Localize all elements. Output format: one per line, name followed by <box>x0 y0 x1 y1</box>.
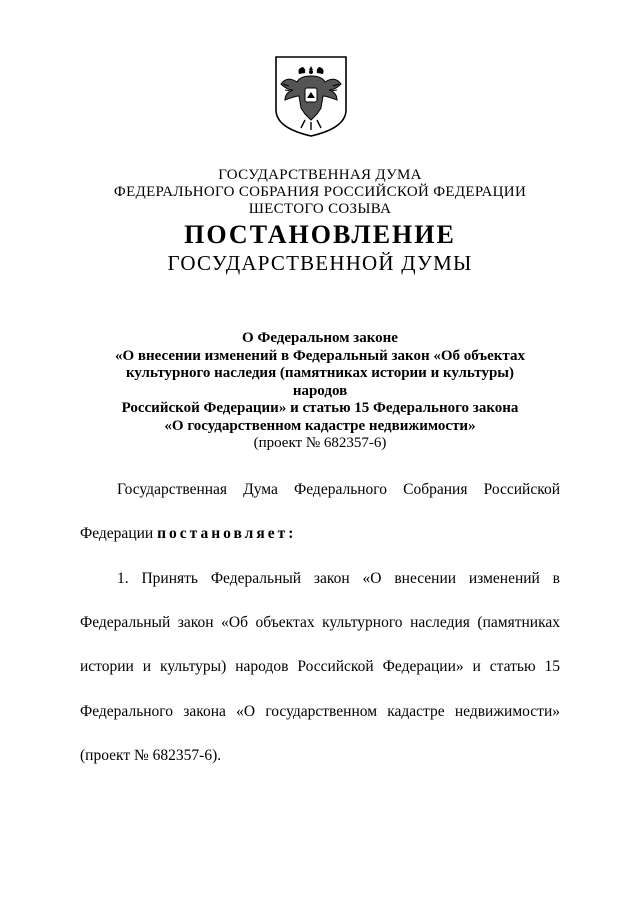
item-1-line: Федерального закона «О государственном кадастре недвижимости» <box>80 703 560 720</box>
subject-line: «О внесении изменений в Федеральный закон «Об объектах <box>114 347 525 364</box>
intro-text-line <box>80 525 560 543</box>
org-name-line1: ГОСУДАРСТВЕННАЯ ДУМА <box>218 167 422 183</box>
org-name-line2: ФЕДЕРАЛЬНОГО СОБРАНИЯ РОССИЙСКОЙ ФЕДЕРАЦИИ <box>113 184 527 200</box>
item-1-line: 1. Принять Федеральный закон «О внесении изменений в <box>117 570 560 587</box>
item-1-line: (проект № 682357-6). <box>80 747 222 764</box>
subject-line: Российской Федерации» и статью 15 Федерального закона <box>121 400 519 416</box>
item-1-line: истории и культуры) народов Российской Федерации» и статью 15 <box>80 658 560 675</box>
russian-coat-of-arms-icon <box>273 54 349 138</box>
project-number: (проект № 682357-6) <box>253 435 387 451</box>
document-subject <box>100 330 540 453</box>
subject-line: О Федеральном законе <box>242 330 398 346</box>
intro-prefix: Федерации <box>80 525 154 542</box>
document-title: ПОСТАНОВЛЕНИЕ <box>184 220 456 249</box>
org-convocation: ШЕСТОГО СОЗЫВА <box>248 201 392 217</box>
subject-line: культурного наследия (памятниках истории и культуры) народов <box>125 365 515 399</box>
document-subtitle: ГОСУДАРСТВЕННОЙ ДУМЫ <box>167 251 473 275</box>
resolves-keyword: постановляет: <box>157 525 297 542</box>
subject-line: «О государственном кадастре недвижимости» <box>164 417 476 434</box>
item-1-line: Федеральный закон «Об объектах культурного наследия (памятниках <box>80 614 560 631</box>
intro-text-line: Государственная Дума Федерального Собрания Российской <box>117 481 560 498</box>
